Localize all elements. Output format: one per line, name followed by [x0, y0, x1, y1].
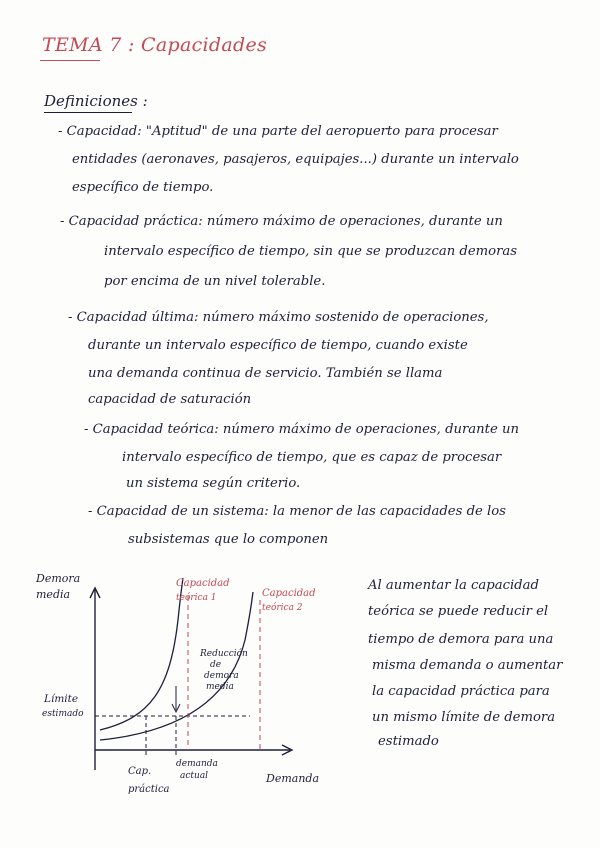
x-axis-label: Demanda — [266, 772, 320, 785]
reduction-label-line-4: media — [206, 682, 234, 692]
y-axis-label-line-2: media — [36, 588, 71, 601]
limit-label-line-2: estimado — [42, 709, 84, 719]
section-heading: Definiciones : — [44, 92, 148, 110]
capacity-2-label-line-2: teórica 2 — [262, 603, 303, 613]
definition-sistema-line-2: subsistemas que lo componen — [128, 532, 329, 547]
definition-sistema-line-1: - Capacidad de un sistema: la menor de las capacidades de los — [88, 504, 506, 519]
definition-teorica-line-2: intervalo específico de tiempo, que es capaz de procesar — [122, 450, 502, 465]
definition-ultima-line-3: una demanda continua de servicio. También se llama — [88, 366, 443, 381]
side-note-line-2: teórica se puede reducir el — [368, 604, 549, 619]
page-title: TEMA 7 : Capacidades — [42, 34, 268, 56]
definition-capacidad-line-1: - Capacidad: "Aptitud" de una parte del aeropuerto para procesar — [58, 124, 498, 139]
limit-label-line-1: Límite — [44, 693, 79, 705]
practical-label-line-1: Cap. — [128, 766, 152, 777]
actual-demand-label-line-1: demanda — [176, 759, 218, 769]
definition-teorica-line-3: un sistema según criterio. — [126, 476, 301, 491]
definition-capacidad-line-3: específico de tiempo. — [72, 180, 214, 195]
capacity-1-label-line-1: Capacidad — [176, 578, 230, 589]
definition-teorica-line-1: - Capacidad teórica: número máximo de operaciones, durante un — [84, 422, 519, 437]
title-underline — [40, 60, 100, 61]
side-note-line-1: Al aumentar la capacidad — [368, 578, 539, 593]
definition-ultima-line-2: durante un intervalo específico de tiempo, cuando existe — [88, 338, 468, 353]
definition-ultima-line-4: capacidad de saturación — [88, 392, 252, 407]
reduction-label-line-3: demora — [204, 671, 239, 681]
definition-capacidad-line-2: entidades (aeronaves, pasajeros, equipajes...) durante un intervalo — [72, 152, 519, 167]
reduction-label-line-2: de — [210, 660, 222, 670]
actual-demand-label-line-2: actual — [180, 771, 209, 781]
side-note-line-3: tiempo de demora para una — [368, 632, 554, 647]
section-heading-underline — [44, 112, 132, 113]
definition-practica-line-3: por encima de un nivel tolerable. — [104, 274, 326, 289]
capacity-1-label-line-2: teórica 1 — [176, 593, 217, 603]
definition-practica-line-2: intervalo específico de tiempo, sin que se produzcan demoras — [104, 244, 518, 259]
side-note-line-4: misma demanda o aumentar — [372, 658, 563, 673]
capacity-2-label-line-1: Capacidad — [262, 588, 316, 599]
reduction-label-line-1: Reducción — [200, 649, 248, 659]
practical-label-line-2: práctica — [128, 784, 170, 795]
side-note-line-6: un mismo límite de demora — [372, 710, 556, 725]
side-note-line-7: estimado — [378, 734, 439, 749]
side-note-line-5: la capacidad práctica para — [372, 684, 550, 699]
capacity-delay-diagram — [0, 560, 340, 810]
y-axis-label-line-1: Demora — [36, 572, 81, 585]
definition-practica-line-1: - Capacidad práctica: número máximo de operaciones, durante un — [60, 214, 503, 229]
curve-capacity-1 — [100, 578, 183, 730]
definition-ultima-line-1: - Capacidad última: número máximo sostenido de operaciones, — [68, 310, 489, 325]
